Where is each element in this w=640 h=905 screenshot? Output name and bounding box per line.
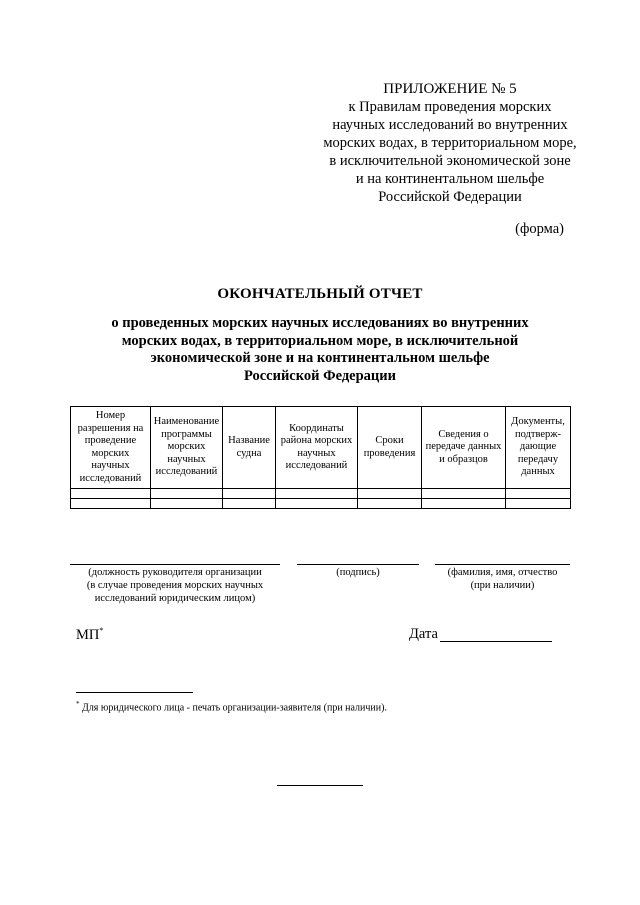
caption-line: (фамилия, имя, отчество bbox=[447, 567, 558, 578]
caption-line: исследований юридическим лицом) bbox=[94, 593, 256, 604]
table-row bbox=[71, 499, 571, 509]
col-header-coordinates: Координаты района морских научных исследований bbox=[276, 407, 358, 489]
name-caption bbox=[430, 566, 575, 592]
stamp-label: МП bbox=[76, 626, 100, 643]
footnote-text: Для юридического лица - печать организации-заявителя (при наличии). bbox=[82, 702, 387, 714]
annex-line: морских водах, в территориальном море, bbox=[323, 135, 577, 151]
footnote-separator bbox=[76, 692, 193, 693]
col-header-dates: Сроки проведения bbox=[358, 407, 422, 489]
table-header-row bbox=[71, 407, 571, 489]
stamp-footnote-mark: * bbox=[99, 626, 104, 635]
footnote bbox=[76, 700, 387, 713]
annex-line: к Правилам проведения морских bbox=[348, 99, 552, 115]
name-signature-line[interactable] bbox=[435, 564, 570, 565]
signature-line[interactable] bbox=[297, 564, 419, 565]
caption-line: (при наличии) bbox=[470, 580, 535, 591]
table-cell bbox=[151, 489, 223, 499]
col-header-permit-number: Номер разрешения на проведение морских научных исследований bbox=[71, 407, 151, 489]
col-header-documents: Документы, подтверж-дающие передачу данных bbox=[506, 407, 571, 489]
table-cell bbox=[71, 489, 151, 499]
date-label: Дата bbox=[409, 626, 438, 642]
report-subtitle bbox=[80, 315, 560, 385]
annex-title: ПРИЛОЖЕНИЕ № 5 bbox=[383, 81, 517, 97]
report-title: ОКОНЧАТЕЛЬНЫЙ ОТЧЕТ bbox=[217, 286, 423, 302]
annex-header bbox=[270, 80, 630, 206]
table-cell bbox=[223, 489, 276, 499]
form-label: (форма) bbox=[515, 221, 564, 237]
col-header-program-name: Наименование программы морских научных исследований bbox=[151, 407, 223, 489]
annex-line: Российской Федерации bbox=[378, 189, 522, 205]
annex-line: и на континентальном шельфе bbox=[355, 171, 545, 187]
col-header-vessel-name: Название судна bbox=[223, 407, 276, 489]
table-cell bbox=[422, 499, 506, 509]
caption-line: (должность руководителя организации bbox=[88, 567, 262, 578]
table-cell bbox=[506, 489, 571, 499]
position-signature-line[interactable] bbox=[70, 564, 280, 565]
date-line[interactable] bbox=[440, 641, 552, 642]
col-header-data-transfer: Сведения о передаче данных и образцов bbox=[422, 407, 506, 489]
position-caption bbox=[60, 566, 290, 605]
table-cell bbox=[422, 489, 506, 499]
annex-line: научных исследований во внутренних bbox=[332, 117, 568, 133]
table-cell bbox=[151, 499, 223, 509]
end-separator bbox=[277, 785, 363, 786]
table-cell bbox=[276, 499, 358, 509]
subtitle-line: о проведенных морских научных исследованиях во внутренних bbox=[111, 315, 529, 331]
subtitle-line: Российской Федерации bbox=[243, 367, 396, 384]
table-row bbox=[71, 489, 571, 499]
subtitle-line: экономической зоне и на континентальном шельфе bbox=[150, 350, 490, 366]
caption-line: (в случае проведения морских научных bbox=[86, 580, 264, 591]
stamp-place bbox=[76, 626, 103, 644]
table-cell bbox=[358, 499, 422, 509]
annex-line: в исключительной экономической зоне bbox=[329, 153, 571, 169]
table-cell bbox=[506, 499, 571, 509]
table-cell bbox=[71, 499, 151, 509]
footnote-mark: * bbox=[76, 700, 80, 708]
signature-caption: (подпись) bbox=[336, 567, 380, 578]
table-cell bbox=[223, 499, 276, 509]
report-table bbox=[70, 406, 571, 509]
table-cell bbox=[276, 489, 358, 499]
table-cell bbox=[358, 489, 422, 499]
subtitle-line: морских водах, в территориальном море, в исключительной bbox=[121, 332, 519, 349]
